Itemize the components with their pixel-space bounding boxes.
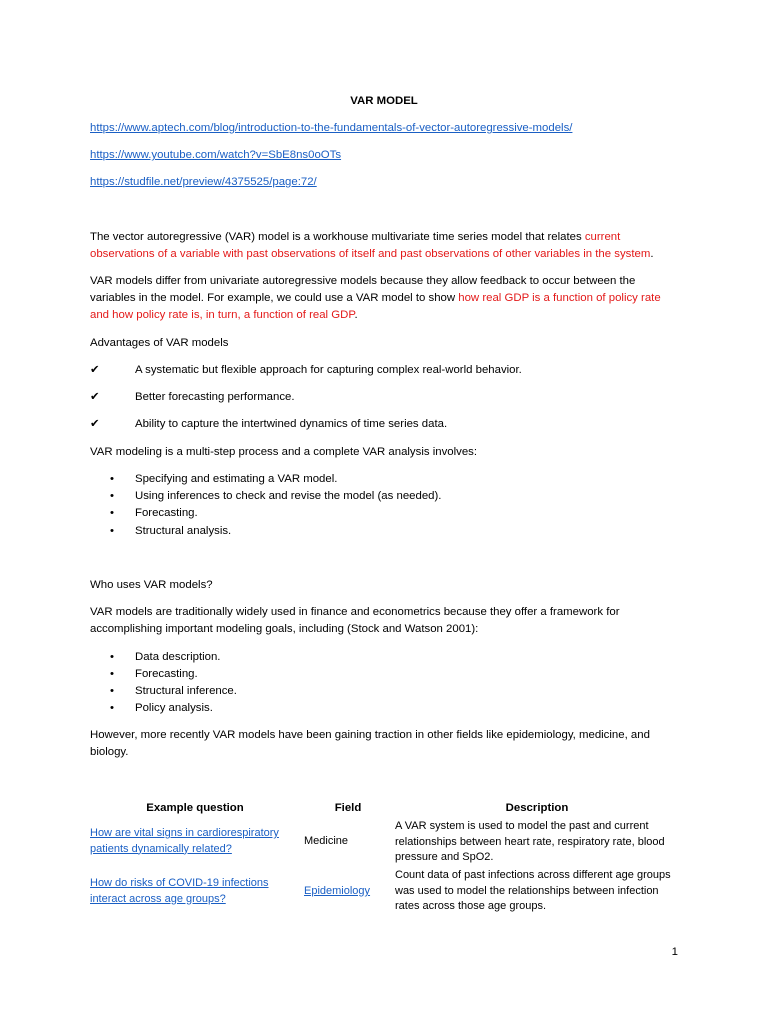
intro-period: .	[650, 248, 654, 260]
checkmark-icon: ✔	[90, 418, 100, 430]
field-link[interactable]: Epidemiology	[304, 885, 371, 897]
column-header-field: Field	[334, 802, 362, 814]
use-text: Policy analysis.	[135, 702, 213, 714]
process-item	[110, 505, 670, 522]
checkmark-icon: ✔	[90, 364, 100, 376]
column-header-question: Example question	[146, 802, 244, 814]
difference-paragraph	[90, 273, 680, 324]
advantage-text: A systematic but flexible approach for capturing complex real-world behavior.	[135, 364, 522, 376]
page-number: 1	[671, 946, 678, 958]
checkmark-icon: ✔	[90, 391, 100, 403]
use-text: Structural inference.	[135, 685, 237, 697]
bullet-icon: •	[110, 685, 114, 697]
use-item	[110, 700, 670, 717]
advantage-text: Ability to capture the intertwined dynamics of time series data.	[135, 418, 448, 430]
advantage-item	[90, 389, 690, 406]
process-item	[110, 471, 670, 488]
who-intro: VAR models are traditionally widely used in finance and econometrics because they offer a framework for accomplishing important modeling goals, including (Stock and Watson 2001):	[90, 606, 620, 635]
intro-paragraph	[90, 229, 680, 263]
advantage-text: Better forecasting performance.	[135, 391, 295, 403]
use-item	[110, 666, 670, 683]
process-text: Specifying and estimating a VAR model.	[135, 473, 338, 485]
bullet-icon: •	[110, 473, 114, 485]
page-title: VAR MODEL	[350, 95, 418, 107]
field-cell: Medicine	[304, 835, 349, 847]
use-item	[110, 649, 670, 666]
column-header-description: Description	[505, 802, 569, 814]
bullet-icon: •	[110, 490, 114, 502]
difference-period: .	[354, 309, 358, 321]
process-text: Forecasting.	[135, 507, 198, 519]
bullet-icon: •	[110, 651, 114, 663]
process-intro: VAR modeling is a multi-step process and a complete VAR analysis involves:	[90, 446, 478, 458]
however-paragraph: However, more recently VAR models have been gaining traction in other fields like epidemiology, medicine, and biology.	[90, 729, 650, 758]
process-item	[110, 488, 670, 505]
question-link[interactable]: How are vital signs in cardiorespiratory patients dynamically related?	[90, 827, 279, 855]
description-cell: A VAR system is used to model the past and current relationships between heart rate, respiratory rate, blood pressure and SpO2.	[395, 820, 665, 863]
intro-text: The vector autoregressive (VAR) model is a workhouse multivariate time series model that relates	[90, 231, 585, 243]
bullet-icon: •	[110, 668, 114, 680]
advantages-heading: Advantages of VAR models	[90, 337, 229, 349]
link-youtube[interactable]: https://www.youtube.com/watch?v=SbE8ns0oOTs	[90, 149, 342, 161]
link-studfile[interactable]: https://studfile.net/preview/4375525/page:72/	[90, 176, 317, 188]
use-text: Data description.	[135, 651, 221, 663]
difference-highlight: how real GDP is a function of policy rate and how policy rate is, in turn, a function of real GDP	[90, 292, 661, 321]
use-text: Forecasting.	[135, 668, 198, 680]
link-aptech[interactable]: https://www.aptech.com/blog/introduction-to-the-fundamentals-of-vector-autoregressive-models/	[90, 122, 573, 134]
bullet-icon: •	[110, 507, 114, 519]
process-text: Structural analysis.	[135, 525, 232, 537]
use-item	[110, 683, 670, 700]
difference-text: VAR models differ from univariate autoregressive models because they allow feedback to occur between the variables in the model. For example, we could use a VAR model to show	[90, 275, 636, 304]
who-heading: Who uses VAR models?	[90, 579, 213, 591]
bullet-icon: •	[110, 525, 114, 537]
bullet-icon: •	[110, 702, 114, 714]
advantage-item	[90, 362, 690, 379]
description-cell: Count data of past infections across different age groups was used to model the relationships between infection rates across those age groups.	[395, 869, 671, 912]
question-link[interactable]: How do risks of COVID-19 infections interact across age groups?	[90, 877, 269, 905]
intro-highlight: current observations of a variable with past observations of itself and past observations of other variables in the system	[90, 231, 651, 260]
process-text: Using inferences to check and revise the model (as needed).	[135, 490, 442, 502]
advantage-item	[90, 416, 690, 433]
process-item	[110, 523, 670, 540]
